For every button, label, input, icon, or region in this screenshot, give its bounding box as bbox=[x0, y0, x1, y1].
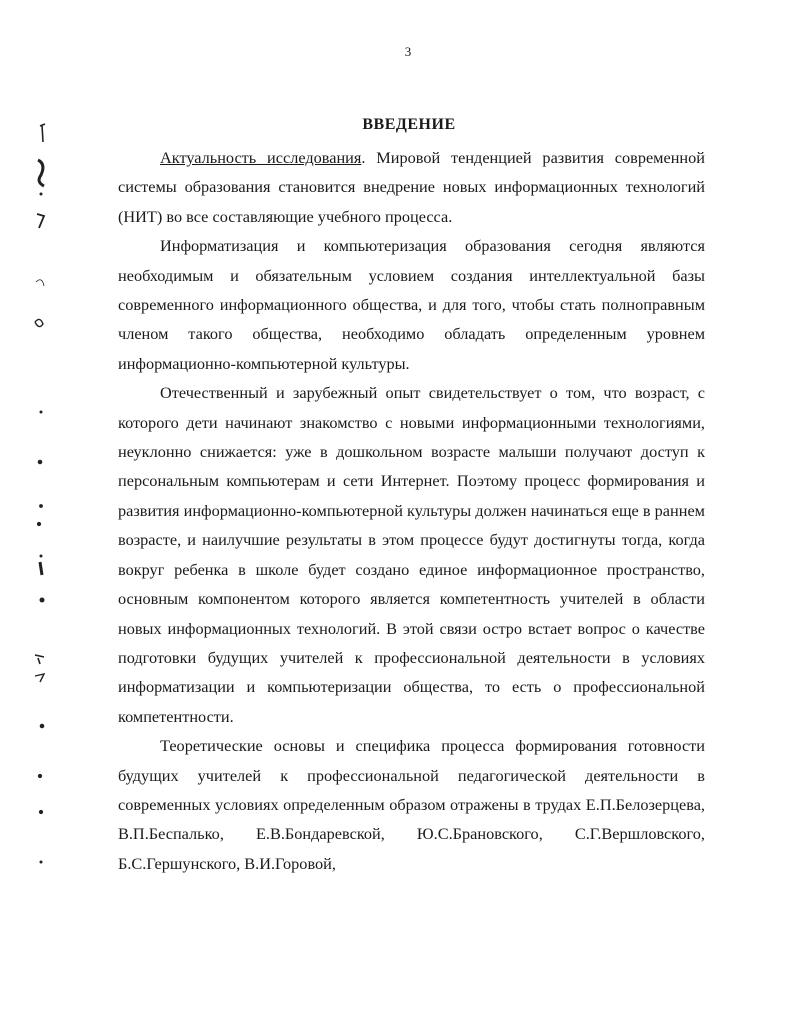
paragraph-1 bbox=[118, 143, 705, 231]
page-number: 3 bbox=[404, 44, 412, 59]
relevance-lead: Актуальность исследования bbox=[160, 148, 362, 167]
paragraph-2: Информатизация и компьютеризация образования сегодня являются необходимым и обязательным условием создания интеллектуальной базы современного информационного общества, и для того, чтобы стать полноправным членом такого общества, необходимо обладать определенным уровнем информационно-компьютерной культуры. bbox=[118, 236, 705, 373]
body-text bbox=[118, 143, 705, 878]
paragraph-3: Отечественный и зарубежный опыт свидетельствует о том, что возраст, с которого дети начинают знакомство с новыми информационными технологиями, неуклонно снижается: уже в дошкольном возрасте малыши получают доступ к персональным компьютерам и сети Интернет. Поэтому процесс формирования и развития информационно-компьютерной культуры должен начинаться еще в раннем возрасте, и наилучшие результаты в этом процессе будут достигнуты тогда, когда вокруг ребенка в школе будет создано единое информационное пространство, основным компонентом которого является компетентность учителей в области новых информационных технологий. В этой связи остро встает вопрос о качестве подготовки будущих учителей к профессиональной деятельности в условиях информатизации и компьютеризации общества, то есть о профессиональной компетентности. bbox=[118, 383, 705, 726]
paragraph-1-text: . Мировой тенденцией развития современной системы образования становится внедрение новых информационных технологий (НИТ) во все составляющие учебного процесса. bbox=[118, 148, 705, 226]
scan-margin-marks bbox=[0, 0, 70, 1027]
section-heading: ВВЕДЕНИЕ bbox=[362, 116, 456, 133]
paragraph-4: Теоретические основы и специфика процесса формирования готовности будущих учителей к профессиональной педагогической деятельности в современных условиях определенным образом отражены в трудах Е.П.Белозерцева, В.П.Беспалько, Е.В.Бондаревской, Ю.С.Брановского, С.Г.Вершловского, Б.С.Гершунского, В.И.Горовой, bbox=[118, 736, 705, 873]
